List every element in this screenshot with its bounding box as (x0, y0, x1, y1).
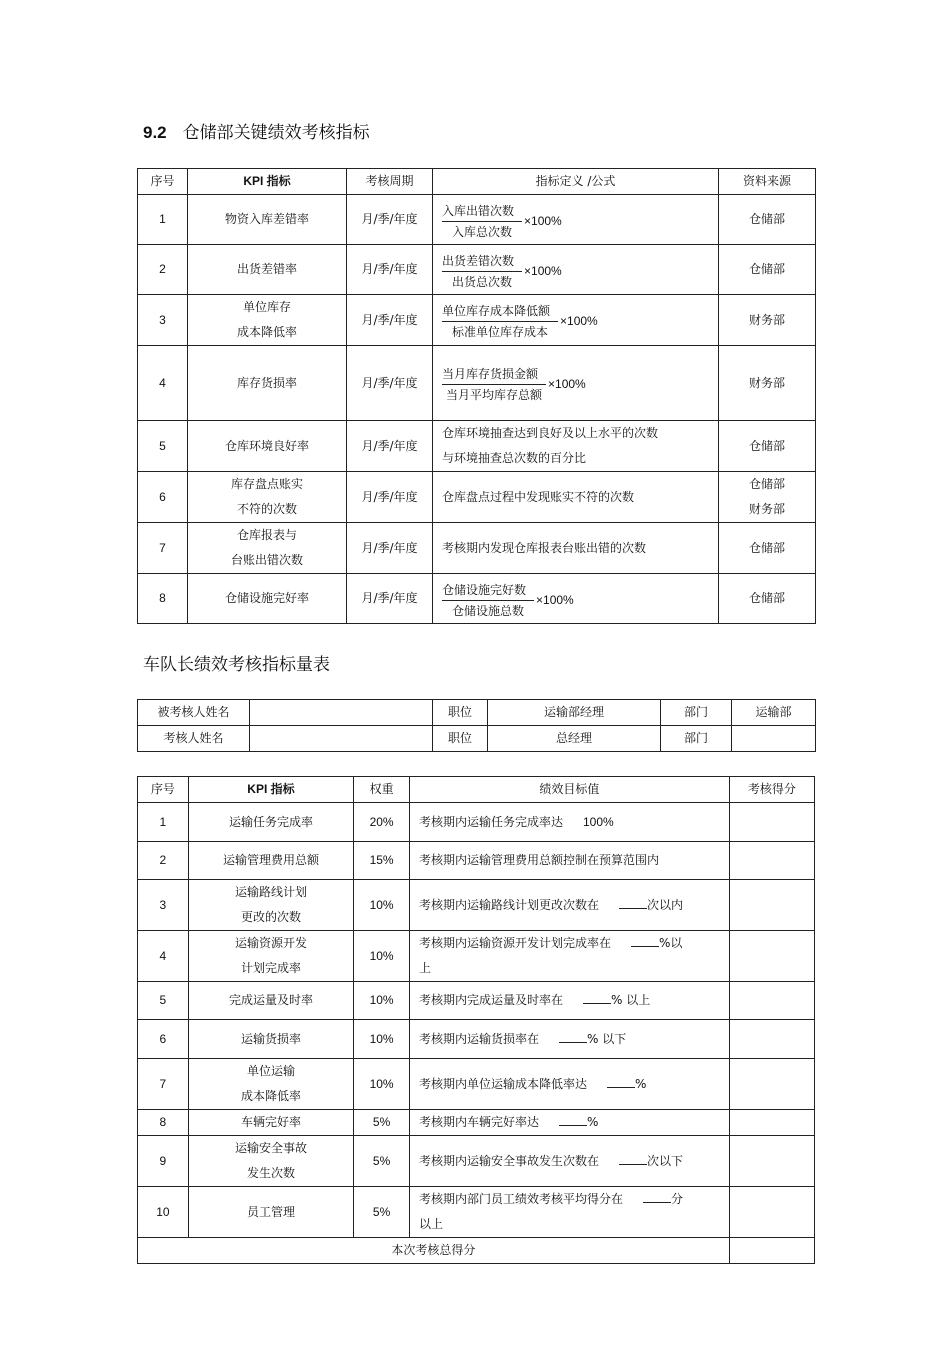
row-number: 2 (138, 842, 189, 880)
assessor-name-label: 考核人姓名 (138, 726, 250, 752)
fill-in-blank[interactable] (583, 989, 611, 1004)
kpi-name (188, 1187, 353, 1238)
kpi-weight: 10% (354, 1020, 410, 1059)
assessment-period: 月/季/年度 (347, 295, 433, 346)
section2-title: 车队长绩效考核指标量表 (143, 655, 330, 675)
row-number: 6 (138, 472, 188, 523)
row-number: 8 (138, 574, 188, 624)
kpi-weight: 5% (354, 1187, 410, 1238)
source-line: 财务部 (748, 312, 785, 327)
table-row (138, 346, 816, 421)
formula-multiplier: ×100% (548, 377, 586, 391)
kpi-line: 车辆完好率 (240, 1115, 301, 1129)
score-cell[interactable] (729, 1136, 814, 1187)
row-number: 7 (138, 523, 188, 574)
kpi-name (188, 1020, 353, 1059)
score-cell[interactable] (729, 1110, 814, 1136)
kpi-name (188, 1059, 353, 1110)
target-text: 考核期内运输管理费用总额控制在预算范围内 (418, 853, 659, 867)
formula-multiplier: ×100% (524, 263, 562, 278)
kpi-name (188, 1136, 353, 1187)
kpi-name (188, 472, 347, 523)
table-row (138, 1187, 815, 1238)
assessment-period: 月/季/年度 (347, 245, 433, 295)
target-text: 次以内 (647, 897, 684, 912)
fraction (442, 302, 558, 341)
data-source (719, 295, 816, 346)
performance-target (409, 842, 729, 880)
kpi-name (188, 931, 353, 982)
kpi-line: 台账出错次数 (230, 553, 303, 567)
table-row (138, 195, 816, 245)
kpi-name (188, 523, 347, 574)
kpi-line: 物资入库差错率 (224, 212, 309, 226)
table-row (138, 523, 816, 574)
table-row (138, 472, 816, 523)
performance-target (409, 1187, 729, 1238)
assessor-dept[interactable] (732, 726, 816, 752)
score-cell[interactable] (729, 931, 814, 982)
kpi-weight: 5% (354, 1110, 410, 1136)
performance-target (409, 1020, 729, 1059)
formula-denominator: 当月平均库存总额 (446, 388, 543, 402)
source-line: 仓储部 (748, 477, 785, 491)
table-row (138, 421, 816, 472)
formula-numerator: 当月库存货损金额 (442, 365, 546, 385)
score-cell[interactable] (729, 1059, 814, 1110)
assessment-period: 月/季/年度 (347, 574, 433, 624)
kpi-weight: 10% (354, 931, 410, 982)
row-number: 5 (138, 982, 189, 1020)
target-text: 以上 (418, 1217, 443, 1231)
fill-in-blank[interactable] (559, 1028, 587, 1043)
kpi-line: 运输资源开发 (234, 936, 307, 950)
definition-line: 与环境抽查总次数的百分比 (442, 451, 587, 465)
row-number: 10 (138, 1187, 189, 1238)
data-source (719, 421, 816, 472)
assessor-position-label: 职位 (433, 726, 488, 752)
kpi-line: 仓库环境良好率 (224, 438, 309, 453)
table-row (138, 295, 816, 346)
header-target: 绩效目标值 (409, 777, 729, 803)
formula (442, 302, 598, 341)
fraction (442, 365, 546, 404)
performance-target (409, 880, 729, 931)
row-number: 1 (138, 195, 188, 245)
kpi-line: 库存盘点账实 (230, 477, 303, 491)
fill-in-blank[interactable] (607, 1073, 635, 1088)
row-number: 3 (138, 880, 189, 931)
formula-numerator: 出货差错次数 (442, 252, 522, 272)
header-no: 序号 (138, 169, 188, 195)
kpi-weight: 10% (354, 982, 410, 1020)
assessment-period: 月/季/年度 (347, 523, 433, 574)
kpi-line: 库存货损率 (236, 375, 297, 390)
performance-target (409, 1059, 729, 1110)
target-text: % (587, 1115, 599, 1129)
formula-numerator: 仓储设施完好数 (442, 581, 534, 601)
kpi-line: 完成运量及时率 (228, 993, 313, 1007)
performance-target (409, 1110, 729, 1136)
kpi-line: 计划完成率 (240, 961, 301, 975)
score-cell[interactable] (729, 982, 814, 1020)
table-row (138, 574, 816, 624)
row-number: 4 (138, 346, 188, 421)
assessee-dept-label: 部门 (661, 700, 732, 726)
fill-in-blank[interactable] (631, 932, 659, 947)
kpi-line: 运输任务完成率 (228, 814, 313, 829)
kpi-name (188, 346, 347, 421)
kpi-weight: 10% (354, 880, 410, 931)
kpi-definition (433, 195, 719, 245)
score-cell[interactable] (729, 880, 814, 931)
score-cell[interactable] (729, 1187, 814, 1238)
kpi-definition (433, 472, 719, 523)
kpi-definition (433, 421, 719, 472)
target-text: 考核期内运输货损率在 (418, 1031, 539, 1046)
kpi-line: 出货差错率 (236, 262, 297, 276)
fraction (442, 581, 534, 620)
source-line: 仓储部 (748, 591, 785, 605)
performance-target (409, 982, 729, 1020)
row-number: 1 (138, 803, 189, 842)
row-number: 7 (138, 1059, 189, 1110)
kpi-line: 成本降低率 (236, 325, 297, 339)
section1-heading (143, 118, 370, 143)
kpi-definition (433, 295, 719, 346)
target-text: % 以上 (611, 993, 651, 1007)
kpi-weight: 15% (354, 842, 410, 880)
target-text: 考核期内运输路线计划更改次数在 (418, 897, 599, 912)
target-text: 分 (671, 1192, 684, 1206)
kpi-name (188, 842, 353, 880)
section1-number: 9.2 (143, 123, 167, 142)
header-no: 序号 (138, 777, 189, 803)
target-text: 考核期内完成运量及时率在 (418, 993, 563, 1007)
assessment-period: 月/季/年度 (347, 346, 433, 421)
definition-line: 考核期内发现仓库报表台账出错的次数 (442, 540, 647, 555)
data-source (719, 472, 816, 523)
performance-target (409, 931, 729, 982)
row-number: 6 (138, 1020, 189, 1059)
kpi-name (188, 295, 347, 346)
kpi-weight: 5% (354, 1136, 410, 1187)
definition-line: 仓库环境抽查达到良好及以上水平的次数 (442, 426, 659, 440)
table-header-row (138, 777, 815, 803)
formula-denominator: 仓储设施总数 (452, 603, 525, 618)
assessor-row (138, 726, 816, 752)
assessor-name-field[interactable] (250, 726, 433, 752)
formula-denominator: 出货总次数 (452, 274, 513, 289)
assessment-period: 月/季/年度 (347, 472, 433, 523)
target-text: 考核期内运输资源开发计划完成率在 (418, 936, 611, 950)
source-line: 财务部 (748, 375, 785, 390)
table-row (138, 842, 815, 880)
table-row (138, 1110, 815, 1136)
assessee-name-label: 被考核人姓名 (138, 700, 250, 726)
score-cell[interactable] (729, 1020, 814, 1059)
kpi-weight: 10% (354, 1059, 410, 1110)
kpi-line: 成本降低率 (240, 1089, 301, 1103)
section1-title: 仓储部关键绩效考核指标 (182, 123, 370, 143)
data-source (719, 195, 816, 245)
kpi-line: 更改的次数 (240, 910, 301, 924)
target-text: % 以下 (587, 1031, 627, 1046)
kpi-definition (433, 574, 719, 624)
kpi-definition (433, 245, 719, 295)
kpi-name (188, 803, 353, 842)
target-text: % (635, 1076, 647, 1091)
formula-numerator: 单位库存成本降低额 (442, 302, 558, 322)
row-number: 9 (138, 1136, 189, 1187)
header-period: 考核周期 (347, 169, 433, 195)
formula-denominator: 入库总次数 (452, 224, 513, 239)
assessee-position-label: 职位 (433, 700, 488, 726)
formula-denominator: 标准单位库存成本 (452, 325, 549, 339)
score-cell[interactable] (729, 842, 814, 880)
table-row (138, 803, 815, 842)
table-row (138, 982, 815, 1020)
formula (442, 581, 574, 620)
table-row (138, 880, 815, 931)
kpi-name (188, 1110, 353, 1136)
row-number: 8 (138, 1110, 189, 1136)
assessor-position: 总经理 (488, 726, 661, 752)
row-number: 3 (138, 295, 188, 346)
assessee-row (138, 700, 816, 726)
kpi-line: 单位运输 (246, 1064, 295, 1078)
kpi-line: 运输货损率 (240, 1031, 301, 1046)
kpi-line: 发生次数 (246, 1166, 295, 1180)
score-cell[interactable] (729, 803, 814, 842)
fleet-kpi-table (137, 776, 815, 1264)
kpi-line: 运输路线计划 (234, 885, 307, 899)
formula (442, 202, 562, 241)
header-source: 资料来源 (719, 169, 816, 195)
formula-multiplier: ×100% (560, 314, 598, 328)
warehouse-kpi-table (137, 168, 816, 624)
formula-numerator: 入库出错次数 (442, 202, 522, 222)
kpi-line: 单位库存 (242, 300, 291, 314)
assessor-dept-label: 部门 (661, 726, 732, 752)
formula (442, 252, 562, 291)
performance-target (409, 1136, 729, 1187)
header-kpi: KPI 指标 (188, 777, 353, 803)
target-text: 上 (418, 961, 431, 975)
table-row (138, 245, 816, 295)
source-line: 仓储部 (748, 540, 785, 555)
row-number: 4 (138, 931, 189, 982)
kpi-name (188, 195, 347, 245)
header-kpi: KPI 指标 (188, 169, 347, 195)
kpi-definition (433, 523, 719, 574)
table-row (138, 1059, 815, 1110)
formula-multiplier: ×100% (524, 213, 562, 228)
data-source (719, 346, 816, 421)
data-source (719, 523, 816, 574)
target-text: 次以下 (647, 1153, 684, 1168)
kpi-line: 运输管理费用总额 (222, 853, 319, 867)
total-row (138, 1238, 815, 1264)
fill-in-blank[interactable] (559, 1111, 587, 1126)
kpi-definition (433, 346, 719, 421)
kpi-line: 仓储设施完好率 (224, 591, 309, 605)
target-text: 考核期内车辆完好率达 (418, 1115, 539, 1129)
target-text: 考核期内单位运输成本降低率达 (418, 1076, 587, 1091)
fill-in-blank[interactable] (619, 894, 647, 909)
fill-in-blank[interactable] (643, 1188, 671, 1203)
target-text: 考核期内运输任务完成率达 (418, 814, 563, 829)
table-header-row (138, 169, 816, 195)
assessee-dept: 运输部 (732, 700, 816, 726)
table-row (138, 931, 815, 982)
row-number: 2 (138, 245, 188, 295)
source-line: 仓储部 (748, 262, 785, 276)
header-definition: 指标定义 /公式 (433, 169, 719, 195)
performance-target (409, 803, 729, 842)
total-score-cell[interactable] (729, 1238, 814, 1264)
fraction (442, 202, 522, 241)
kpi-line: 不符的次数 (236, 502, 297, 516)
kpi-name (188, 421, 347, 472)
source-line: 仓储部 (748, 438, 785, 453)
kpi-name (188, 880, 353, 931)
kpi-line: 员工管理 (246, 1204, 295, 1219)
source-line: 仓储部 (748, 212, 785, 226)
row-number: 5 (138, 421, 188, 472)
target-text: 考核期内运输安全事故发生次数在 (418, 1153, 599, 1168)
formula (442, 365, 586, 404)
assessee-info-table (137, 699, 816, 752)
data-source (719, 574, 816, 624)
assessee-position: 运输部经理 (488, 700, 661, 726)
formula-multiplier: ×100% (536, 592, 574, 607)
kpi-name (188, 245, 347, 295)
fraction (442, 252, 522, 291)
header-score: 考核得分 (729, 777, 814, 803)
kpi-line: 运输安全事故 (234, 1141, 307, 1155)
kpi-name (188, 982, 353, 1020)
total-score-label: 本次考核总得分 (138, 1238, 730, 1264)
target-text: 考核期内部门员工绩效考核平均得分在 (418, 1192, 623, 1206)
kpi-weight: 20% (354, 803, 410, 842)
kpi-line: 仓库报表与 (236, 528, 297, 542)
assessment-period: 月/季/年度 (347, 421, 433, 472)
target-text: 100% (583, 814, 614, 829)
data-source (719, 245, 816, 295)
assessee-name-field[interactable] (250, 700, 433, 726)
assessment-period: 月/季/年度 (347, 195, 433, 245)
source-line: 财务部 (748, 502, 785, 516)
kpi-name (188, 574, 347, 624)
definition-line: 仓库盘点过程中发现账实不符的次数 (442, 489, 635, 504)
header-weight: 权重 (354, 777, 410, 803)
table-row (138, 1020, 815, 1059)
target-text: %以 (659, 936, 683, 950)
fill-in-blank[interactable] (619, 1150, 647, 1165)
table-row (138, 1136, 815, 1187)
